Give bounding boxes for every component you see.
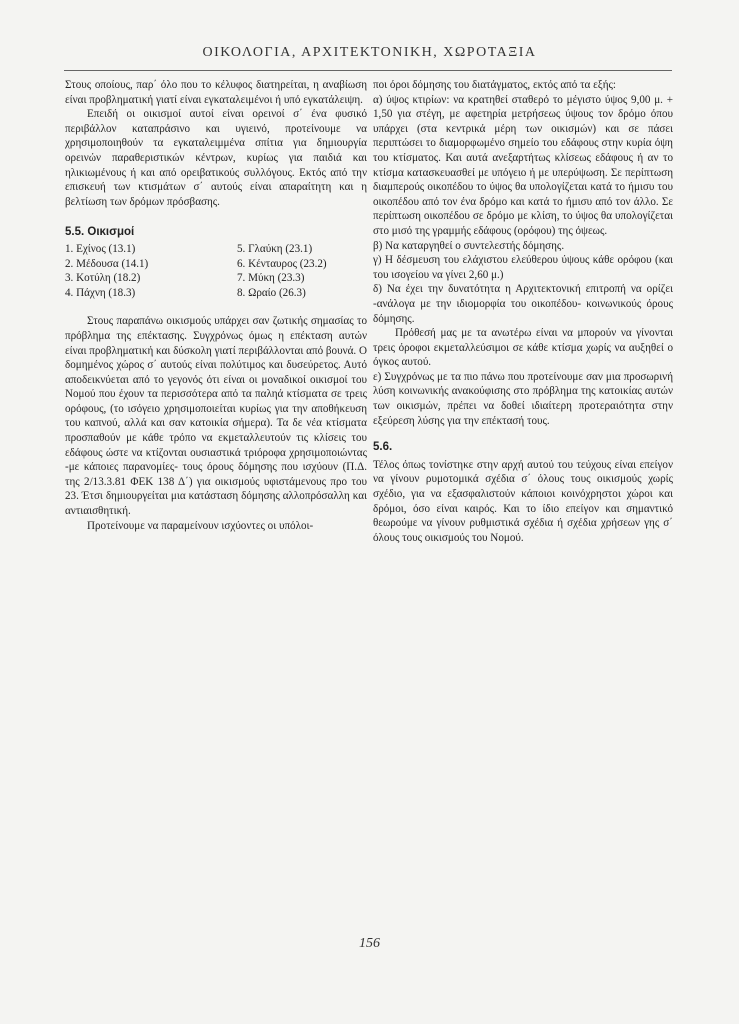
page-number: 156 bbox=[359, 936, 380, 951]
list-item: 6. Κένταυρος (23.2) bbox=[237, 257, 327, 270]
list-item: 8. Ωραίο (26.3) bbox=[237, 286, 306, 299]
list-item: 4. Πάχνη (18.3) bbox=[65, 286, 136, 299]
paragraph: Πρόθεσή μας με τα ανωτέρω είναι να μπορούν να γίνονται τρεις όροφοι εκμεταλλεύσιμοι σε κάθε κτίσμα χωρίς να αυξηθεί ο όγκος αυτού. bbox=[373, 327, 673, 369]
paragraph: Στους οποίους, παρ΄ όλο που το κέλυφος διατηρείται, η αναβίωση είναι προβληματική γιατί είναι εγκαταλειμένοι ή υπό εγκατάλειψη. bbox=[65, 79, 367, 106]
paragraph: Προτείνουμε να παραμείνουν ισχύοντες οι υπόλοι- bbox=[87, 519, 314, 532]
settlement-list bbox=[65, 242, 367, 300]
paragraph: Στους παραπάνω οικισμούς υπάρχει σαν ζωτικής σημασίας το πρόβλημα της επέκτασης. Συγχρόνως όμως η επέκταση αυτών είναι προβληματική και δύσκολη γιατί περιβάλλονται από βουνά. Ο δομημένος χώρος σ΄ αυτούς είναι πολύτιμος και δυσεύρετος. Αυτό αποδεικνύεται από το γεγονός ότι είναι οι μοναδικοί οικισμοί του Νομού που έχουν τα περισσότερα από τα παληά κτίσματα σε τρεις ορόφους, (το ισόγειο χρησιμοποιείται κυρίως για την αποθήκευση του καπνού, αλλά και σαν κατοικία σήμερα). Τα δε νέα κτίσματα προσπαθούν με κάθε τρόπο να εκμεταλλευτούν τις κλίσεις του εδάφους ώστε να κτίζονται ουσιαστικά τριόροφα χρησιμοποιώντας -με κάποιες παρανομίες- τους όρους δόμησης που ισχύουν (Π.Δ. της 2/13.3.81 ΦΕΚ 138 Δ΄) για οικισμούς υφιστάμενους προ του 23. Έτσι δημιουργείται μια κατάσταση δόμησης αλλοπρόσαλλη και αντιαισθητική. bbox=[65, 315, 367, 518]
left-column bbox=[65, 78, 367, 533]
paragraph: β) Να καταργηθεί ο συντελεστής δόμησης. bbox=[373, 239, 565, 252]
section-heading: 5.5. Οικισμοί bbox=[65, 226, 135, 239]
list-item: 3. Κοτύλη (18.2) bbox=[65, 272, 141, 285]
header-rule bbox=[64, 70, 672, 71]
paragraph: ποι όροι δόμησης του διατάγματος, εκτός από τα εξής: bbox=[373, 79, 617, 91]
paragraph: Τέλος όπως τονίστηκε στην αρχή αυτού του τεύχους είναι επείγον να γίνουν ρυμοτομικά σχέδια σ΄ όλους τους οικισμούς χωρίς σχέδιο, για να εξασφαλιστούν κάποιοι κοινόχρηστοι χώροι και δρόμοι, όσο είναι καιρός. Και το ίδιο επείγον και σημαντικό θεωρούμε να γίνουν ρυθμιστικά σχέδια ή σχέδια χρήσεων γης σ΄ όλους τους οικισμούς του Νομού. bbox=[373, 458, 673, 544]
right-column bbox=[373, 78, 673, 545]
paragraph: γ) Η δέσμευση του ελάχιστου ελεύθερου ύψους κάθε ορόφου (και του ισογείου να γίνει 2,60 μ.) bbox=[373, 254, 673, 281]
paragraph: δ) Να έχει την δυνατότητα η Αρχιτεκτονική επιτροπή να ορίζει -ανάλογα με την ιδιομορφία του οικοπέδου- κοινωνικούς όρους δόμησης. bbox=[373, 283, 673, 325]
paragraph: Επειδή οι οικισμοί αυτοί είναι ορεινοί σ΄ ένα φυσικό περιβάλλον καταπράσινο και υγιεινό, προτείνουμε να χρησιμοποιηθούν τα εγκαταλειμμένα σπίτια για δημιουργία ορεινών παραθεριστικών κέντρων, κυρίως για παιδιά και ηλικιωμένους ή και από ορειβατικούς συλλόγους. Εκτός από την επισκευή των κτισμάτων σ΄ αυτούς είναι απαραίτητη και η βελτίωση των δρόμων πρόσβασης. bbox=[65, 108, 367, 208]
list-item: 7. Μύκη (23.3) bbox=[237, 272, 305, 285]
list-item: 2. Μέδουσα (14.1) bbox=[65, 257, 149, 270]
list-item: 5. Γλαύκη (23.1) bbox=[237, 242, 313, 255]
list-item: 1. Εχίνος (13.1) bbox=[65, 242, 136, 255]
running-header: ΟΙΚΟΛΟΓΙΑ, ΑΡΧΙΤΕΚΤΟΝΙΚΗ, ΧΩΡΟΤΑΞΙΑ bbox=[202, 45, 537, 60]
paragraph: α) ύψος κτιρίων: να κρατηθεί σταθερό το μέγιστο ύψος 9,00 μ. + 1,50 για στέγη, με αφετηρία μετρήσεως ύψους τον δρόμο όπου υπάρχει (στα κεντρικά μέρη των οικισμών) και σε πάσει περιπτώσει το διαμορφωμένο σημείο του εδάφους στην κυρία όψη του κτίσματος. Και αυτά ανεξαρτήτως κλίσεως εδάφους ή αν το κτίσμα κατασκευασθεί με υπόγειο ή με υπερύψωση. Σε περίπτωση διαμπερούς οικοπέδου το ύψος θα υπολογίζεται κατά το ήμισυ του οικοπέδου από τον ένα δρόμο και κατά το ήμισυ από τον άλλο. Σε περίπτωση οικοπέδου σε δρόμο με κλίση, το ύψος θα υπολογίζεται στο μισό της γραμμής εδάφους (ορόφου) της όψεως. bbox=[373, 93, 673, 237]
paragraph: ε) Συγχρόνως με τα πιο πάνω που προτείνουμε σαν μια προσωρινή λύση κοινωνικής ανακούφισης στο πρόβλημα της κατοικίας αυτών των οικισμών, πρέπει να δοθεί ιδιαίτερη προτεραιότητα στην εξεύρεση λύσης για την επέκτασή τους. bbox=[373, 370, 673, 427]
section-heading: 5.6. bbox=[373, 441, 393, 454]
